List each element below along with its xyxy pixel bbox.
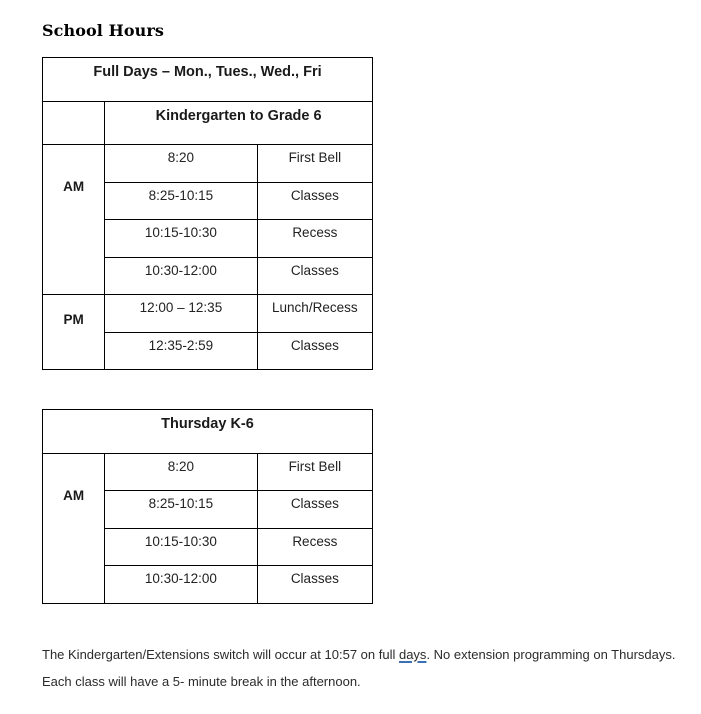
- note-text-before: The Kindergarten/Extensions switch will occur at 10:57 on full: [42, 647, 399, 662]
- page-title: School Hours: [42, 21, 164, 40]
- cell-time: 12:35-2:59: [105, 332, 257, 370]
- table-row: [43, 101, 373, 145]
- cell-event: Classes: [257, 332, 372, 370]
- cell-time: 10:15-10:30: [105, 220, 257, 258]
- cell-event: First Bell: [257, 145, 372, 183]
- period-label-am: [43, 453, 105, 603]
- table-row: [43, 58, 373, 102]
- cell-event: Recess: [257, 220, 372, 258]
- table-row: [43, 410, 373, 454]
- note-line-break: Each class will have a 5- minute break in the afternoon.: [42, 674, 361, 689]
- table-row: [43, 453, 373, 491]
- cell-event: First Bell: [257, 453, 372, 491]
- table-subheader-grades: Kindergarten to Grade 6: [105, 101, 373, 145]
- corner-blank-cell: [43, 101, 105, 145]
- cell-event: Classes: [257, 566, 372, 604]
- period-label-am-text: AM: [63, 487, 85, 503]
- period-label-am-text: AM: [63, 179, 85, 195]
- cell-event: Classes: [257, 182, 372, 220]
- cell-time: 8:25-10:15: [105, 182, 257, 220]
- note-text-after: . No extension programming on Thursdays.: [426, 647, 676, 662]
- cell-time: 8:25-10:15: [105, 491, 257, 529]
- cell-time: 8:20: [105, 145, 257, 183]
- note-line-switch: [42, 641, 682, 668]
- spellcheck-flagged-word[interactable]: days: [398, 647, 427, 662]
- cell-event: Recess: [257, 528, 372, 566]
- cell-time: 10:30-12:00: [105, 566, 257, 604]
- table-row: [43, 145, 373, 183]
- period-label-pm: [43, 295, 105, 370]
- table-header-title: Thursday K-6: [43, 410, 373, 454]
- cell-time: 10:30-12:00: [105, 257, 257, 295]
- period-label-am: [43, 145, 105, 295]
- footer-notes: [42, 641, 682, 695]
- period-label-pm-text: PM: [63, 312, 84, 328]
- table-header-title: Full Days – Mon., Tues., Wed., Fri: [43, 58, 373, 102]
- table-row: [43, 295, 373, 333]
- cell-time: 8:20: [105, 453, 257, 491]
- cell-event: Classes: [257, 491, 372, 529]
- cell-event: Lunch/Recess: [257, 295, 372, 333]
- cell-time: 10:15-10:30: [105, 528, 257, 566]
- cell-time: 12:00 – 12:35: [105, 295, 257, 333]
- table-full-days-schedule: [42, 57, 373, 370]
- cell-event: Classes: [257, 257, 372, 295]
- table-thursday-schedule: [42, 409, 373, 604]
